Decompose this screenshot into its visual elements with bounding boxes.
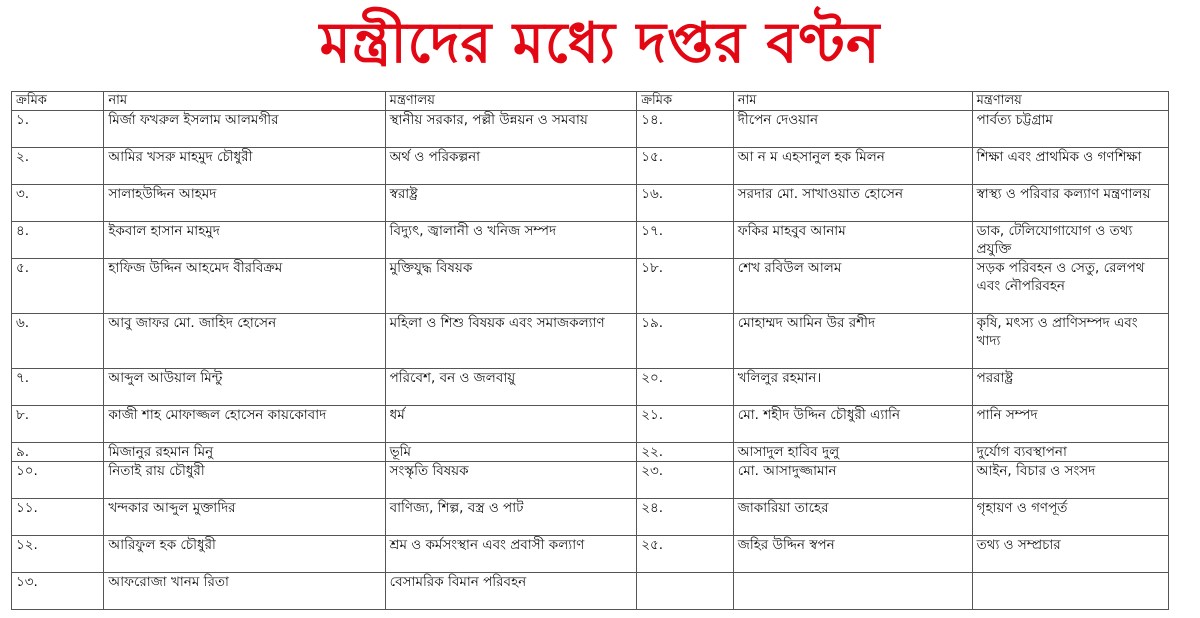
name-cell: মো. শহীদ উদ্দিন চৌধুরী এ্যানি [733, 406, 972, 443]
table-row [12, 573, 1169, 610]
table-row [12, 443, 1169, 462]
table-row [12, 406, 1169, 443]
name-cell: দীপেন দেওয়ান [733, 111, 972, 148]
table-row [12, 259, 1169, 314]
ministry-cell: পরিবেশ, বন ও জলবায়ু [385, 369, 637, 406]
serial-cell: ১৭. [637, 222, 734, 259]
name-cell: আমির খসরু মাহমুদ চৌধুরী [104, 148, 385, 185]
serial-cell: ১৮. [637, 259, 734, 314]
ministry-cell: স্বরাষ্ট্র [385, 185, 637, 222]
name-cell: সরদার মো. সাখাওয়াত হোসেন [733, 185, 972, 222]
ministry-cell: ডাক, টেলিযোগাযোগ ও তথ্য প্রযুক্তি [972, 222, 1168, 259]
table-row [12, 369, 1169, 406]
ministry-cell: অর্থ ও পরিকল্পনা [385, 148, 637, 185]
ministry-cell: বাণিজ্য, শিল্প, বস্ত্র ও পাট [385, 499, 637, 536]
serial-cell: ৭. [12, 369, 104, 406]
serial-cell: ২৩. [637, 462, 734, 499]
page-title: মন্ত্রীদের মধ্যে দপ্তর বণ্টন [319, 11, 881, 76]
serial-cell: ২৫. [637, 536, 734, 573]
ministry-cell: পার্বত্য চট্টগ্রাম [972, 111, 1168, 148]
header-ministry: মন্ত্রণালয় [972, 92, 1168, 111]
serial-cell: ৬. [12, 314, 104, 369]
serial-cell [637, 573, 734, 610]
serial-cell: ১৯. [637, 314, 734, 369]
name-cell: নিতাই রায় চৌধুরী [104, 462, 385, 499]
serial-cell: ২৪. [637, 499, 734, 536]
name-cell: খলিলুর রহমান। [733, 369, 972, 406]
name-cell: ইকবাল হাসান মাহমুদ [104, 222, 385, 259]
ministry-cell: আইন, বিচার ও সংসদ [972, 462, 1168, 499]
table-row [12, 499, 1169, 536]
ministry-cell: সংস্কৃতি বিষয়ক [385, 462, 637, 499]
serial-cell: ৯. [12, 443, 104, 462]
table-row [12, 222, 1169, 259]
ministry-cell: স্থানীয় সরকার, পল্লী উন্নয়ন ও সমবায় [385, 111, 637, 148]
name-cell: কাজী শাহ মোফাজ্জল হোসেন কায়কোবাদ [104, 406, 385, 443]
table-row [12, 314, 1169, 369]
serial-cell: ৫. [12, 259, 104, 314]
name-cell: আ ন ম এহসানুল হক মিলন [733, 148, 972, 185]
serial-cell: ১৩. [12, 573, 104, 610]
serial-cell: ১. [12, 111, 104, 148]
ministry-cell: শিক্ষা এবং প্রাথমিক ও গণশিক্ষা [972, 148, 1168, 185]
ministry-cell: মহিলা ও শিশু বিষয়ক এবং সমাজকল্যাণ [385, 314, 637, 369]
ministry-cell: ভূমি [385, 443, 637, 462]
ministry-cell: বেসামরিক বিমান পরিবহন [385, 573, 637, 610]
name-cell: মির্জা ফখরুল ইসলাম আলমগীর [104, 111, 385, 148]
name-cell: জহির উদ্দিন স্বপন [733, 536, 972, 573]
name-cell: সালাহউদ্দিন আহমদ [104, 185, 385, 222]
ministry-cell: গৃহায়ণ ও গণপূর্ত [972, 499, 1168, 536]
name-cell: আফরোজা খানম রিতা [104, 573, 385, 610]
ministry-cell: শ্রম ও কর্মসংস্থান এবং প্রবাসী কল্যাণ [385, 536, 637, 573]
name-cell: শেখ রবিউল আলম [733, 259, 972, 314]
name-cell: আসাদুল হাবিব দুলু [733, 443, 972, 462]
serial-cell: ২২. [637, 443, 734, 462]
serial-cell: ৩. [12, 185, 104, 222]
name-cell: আরিফুল হক চৌধুরী [104, 536, 385, 573]
serial-cell: ১২. [12, 536, 104, 573]
table-row [12, 111, 1169, 148]
name-cell: ফকির মাহবুব আনাম [733, 222, 972, 259]
table-row [12, 148, 1169, 185]
serial-cell: ১৬. [637, 185, 734, 222]
table-row [12, 536, 1169, 573]
serial-cell: ২. [12, 148, 104, 185]
ministry-cell: ধর্ম [385, 406, 637, 443]
name-cell: হাফিজ উদ্দিন আহমেদ বীরবিক্রম [104, 259, 385, 314]
serial-cell: ১০. [12, 462, 104, 499]
ministry-cell: স্বাস্থ্য ও পরিবার কল্যাণ মন্ত্রণালয় [972, 185, 1168, 222]
ministry-cell: দুর্যোগ ব্যবস্থাপনা [972, 443, 1168, 462]
serial-cell: ১১. [12, 499, 104, 536]
name-cell: আব্দুল আউয়াল মিন্টু [104, 369, 385, 406]
serial-cell: ১৫. [637, 148, 734, 185]
name-cell: জাকারিয়া তাহের [733, 499, 972, 536]
header-serial: ক্রমিক [12, 92, 104, 111]
ministry-cell: পররাষ্ট্র [972, 369, 1168, 406]
table-header-row [12, 92, 1169, 111]
serial-cell: ১৪. [637, 111, 734, 148]
name-cell: মিজানুর রহমান মিনু [104, 443, 385, 462]
serial-cell: ২০. [637, 369, 734, 406]
serial-cell: ২১. [637, 406, 734, 443]
name-cell [733, 573, 972, 610]
ministry-cell: কৃষি, মৎস্য ও প্রাণিসম্পদ এবং খাদ্য [972, 314, 1168, 369]
ministry-cell: তথ্য ও সম্প্রচার [972, 536, 1168, 573]
serial-cell: ৪. [12, 222, 104, 259]
header-ministry: মন্ত্রণালয় [385, 92, 637, 111]
serial-cell: ৮. [12, 406, 104, 443]
table-row [12, 462, 1169, 499]
ministry-cell: সড়ক পরিবহন ও সেতু, রেলপথ এবং নৌপরিবহন [972, 259, 1168, 314]
name-cell: মো. আসাদুজ্জামান [733, 462, 972, 499]
header-serial: ক্রমিক [637, 92, 734, 111]
name-cell: আবু জাফর মো. জাহিদ হোসেন [104, 314, 385, 369]
ministry-cell [972, 573, 1168, 610]
ministry-cell: বিদ্যুৎ, জ্বালানী ও খনিজ সম্পদ [385, 222, 637, 259]
header-name: নাম [104, 92, 385, 111]
name-cell: মোহাম্মদ আমিন উর রশীদ [733, 314, 972, 369]
ministry-cell: পানি সম্পদ [972, 406, 1168, 443]
ministry-allocation-table [11, 91, 1169, 610]
name-cell: খন্দকার আব্দুল মুক্তাদির [104, 499, 385, 536]
header-name: নাম [733, 92, 972, 111]
ministry-cell: মুক্তিযুদ্ধ বিষয়ক [385, 259, 637, 314]
table-row [12, 185, 1169, 222]
